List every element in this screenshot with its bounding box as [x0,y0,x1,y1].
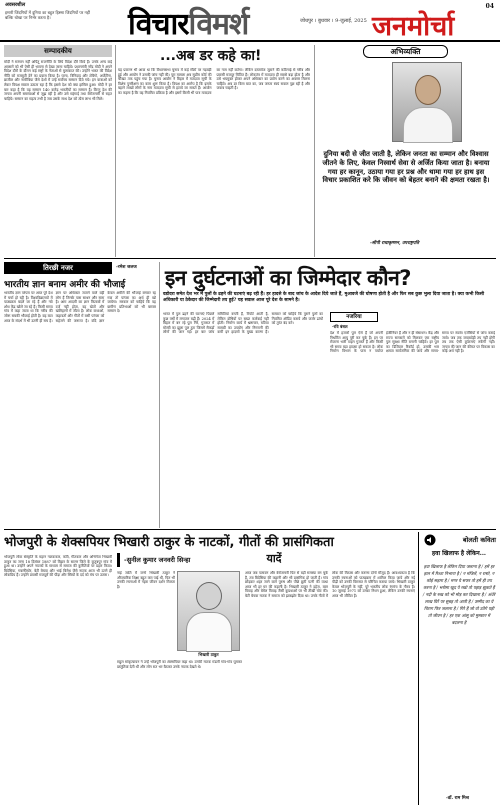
main-body-left: भारत में पुल ढहने की घटनाएं पिछले कुछ वर्षों में लगातार बढ़ी हैं। 2024 में बिहार में बन रहे पुल गिरे, गुजरात में मोरबी का झूला पुल टूटा जिसमें सैकड़ों लोगों की जान गई। हर बार जांच समितियां बनती हैं, रिपोर्ट आती है, लेकिन दोषियों पर सख्त कार्रवाई नहीं होती। निर्माण कार्य में भ्रष्टाचार, घटिया सामग्री का उपयोग और निगरानी की कमी इन हादसों के मुख्य कारण हैं। सरकार को चाहिये कि पुराने पुलों का नियमित ऑडिट कराये और जर्जर ढांचों को तुरंत बंद करे। [163,312,323,335]
photo-face [415,75,441,105]
kavita-title: हवा खिलाफ है लेकिन... [431,550,487,557]
bhojpuri-byline: -सुनील कुमार जनवरी सिन्हा [117,553,237,567]
column-divider [314,45,315,257]
column-divider [115,45,116,257]
section-title-part2: विमर्श [188,7,249,42]
abhivyakti-quote: दुनिया बदी से जीत जाती है, लेकिन जनता का सम्मान और विश्वास जीतने के लिए, केवल निस्वार्थ सेवा से अर्जित किया जाता है। बनाया गया हर कानून, उठाया गया हर प्रश्न और थामा गया हर हाथ इस विचार प्रकाशित करे कि जीवन को बेहतर बनाने की क्षमता रखता है। [322,150,490,185]
najariya-byline: -रवि बंसल [332,324,348,329]
section-title [128,2,248,43]
section-divider [4,258,496,259]
main-body-right: देश में हजारों पुल ऐसे हैं जो अपनी निर्धारित आयु पूरी कर चुके हैं। इन पर रोजाना भारी वाहन गुजरते हैं और किसी भी समय बड़ा हादसा हो सकता है। लोक निर्माण विभाग के पास न पर्याप्त इंजीनियर हैं और न ही संसाधन। केंद्र और राज्य सरकारों को मिलकर एक राष्ट्रीय पुल सुरक्षा नीति बनानी चाहिये। हर पुल का डिजिटल रिकॉर्ड हो, उसकी भार क्षमता सार्वजनिक की जाये और समय-समय पर स्वतंत्र एजेंसियों से जांच कराई जाये। जब तक जवाबदेही तय नहीं होगी तब तक ऐसी दुर्घटनाएं रुकेंगी नहीं। जनता की जान की कीमत पर विकास का कोई अर्थ नहीं है। [330,331,495,354]
top-article-headline: ...अब डर कहे का! [160,48,262,64]
editorial-body: मोदी ने सम्मान नहीं अपितु राजनीति के लिये विदेश दौरे किये हैं। उनके अन्य कई अवसरों को भी ऐसी ही भावना से देखा जाना चाहिये। प्रधानमंत्री नरेंद्र मोदी ने अपने विदेश दौरों के दौरान कई राष्ट्रों के नेताओं से मुलाकात की। उन्होंने भारत की विदेश नीति को मजबूती देने का प्रयास किया है। घाना, त्रिनिदाद और टोबैगो, अर्जेंटीना, ब्राजील और नामीबिया जैसे देशों में उन्हें सर्वोच्च सम्मान दिये गये। इन यात्राओं को लेकर विपक्ष सवाल उठाता रहा है कि इससे देश को क्या हासिल हुआ। मोदी ने हर बार कहा है कि यह सम्मान 140 करोड़ भारतीयों का सम्मान है। किन्तु देश की जनता अपनी समस्याओं से जूझ रही है और उसे महंगाई तथा बेरोजगारी से राहत चाहिये। सम्मान का महत्व तभी है जब उसके साथ देश को ठोस लाभ भी मिले। [4,60,112,101]
bhojpuri-headline: भोजपुरी के शेक्सपियर भिखारी ठाकुर के नाटकों, गीतों की प्रासंगिकता [4,535,334,550]
quote-attribution: -सीपी राधाकृष्णन, उपराष्ट्रपति [370,241,420,246]
photo-caption: भिखारी ठाकुर [198,652,219,657]
tirchhi-headline: भारतीय ज्ञान बनाम अमीर की भौजाई [4,280,126,290]
paper-name: अवसरशील [5,2,26,8]
main-deck: वडोदरा समेत देश भर में पुलों के ढहने की घटनाएं बढ़ रही हैं। हर हादसे के बाद जांच के आदेश दिये जाते हैं, मुआवजे की घोषणा होती है और फिर सब कुछ भुला दिया जाता है। क्या कभी किसी अधिकारी या ठेकेदार की जिम्मेदारी तय हुई? यह सवाल आज पूरे देश के सामने है। [163,292,485,303]
tirchhi-body: भारतीय ज्ञान परंपरा पर आज पूरे देश में चर्चा हो रही है। विश्वविद्यालयों में पाठ्यक्रम बदले जा रहे हैं और नये शोध केंद्र खोले जा रहे हैं। किसी समय गांव में कहा जाता था कि गरीब की जोरू सबकी भौजाई होती है। यह बात आज के संदर्भ में भी उतनी ही सच है। ज्ञान पर अधिकार जताने वाले वही लोग हैं जिनके पास साधन और सत्ता है। आम आदमी का ज्ञान किताबों में दर्ज नहीं होता, वह खेतों और खलिहानों में जीता है। लोक कथाओं, कहावतों और गीतों में बसी परंपरा को सहेजने की जरूरत है। यदि ज्ञान केवल अमीरों की भौजाई बनकर रह गया तो परंपरा का अर्थ ही खो जायेगा। सरकार को चाहिये कि वह ग्रामीण प्रतिभाओं को भी बराबर सम्मान दे। [4,291,156,323]
quote-author-photo [392,62,462,142]
bhojpuri-body-col3: राहुल सांकृत्यायन ने उन्हें भोजपुरी का शेक्सपियर कहा था। उनकी नाटक मंडली गांव-गांव घूमकर प्रस्तुतियां देती थी और लोग रात भर बैठकर उनके नाटक देखते थे। [117,660,242,669]
date-line: जोधपुर । बुधवार । 9-जुलाई, 2025 [300,18,367,24]
yaadein-label: यादें [266,552,282,565]
bhikhari-thakur-photo [177,571,240,651]
page-number: 04 [485,3,494,10]
kavita-body: हवा खिलाफ है लेकिन दिया जलाना है / हमें हर हाल में रिश्ता निभाना है / न मंजिलें, न रास्ते, न कोई सहारा है / मगर ये सफर तो हमें ही तय करना है / भरोसा खुद पे रखो तो पहाड़ झुकते हैं / नदी के रुख को भी मोड़ कर दिखाना है / अंधेरे लाख घिरें पर सुबह तो आती है / उम्मीद का ये चिराग फिर जलाना है / गिरे हैं जो वो उठेंगे यही तो जीवन है / हर एक आंसू को मुस्कान में बदलना है [422,564,496,625]
najariya-label: नजरिया [330,312,378,322]
kavita-label: बोलती कविता [462,536,496,544]
masthead-tagline: हमारी जिंदगियों में दुनिया का बहुत हिस्सा जिंदगियों पर नहीं बल्कि धोखा पर निर्भर करता है। [5,10,90,20]
main-headline: इन दुर्घटनाओं का जिम्मेदार कौन? [165,266,411,290]
bhojpuri-body-col4: आज जब पलायन और बेरोजगारी फिर से बड़ी समस्या बन चुके हैं, तब बिदेसिया की कहानी और भी प्रासंगिक हो जाती है। गांव छोड़कर शहर जाने वाले पुरुष और पीछे छूटी पत्नी की व्यथा आज भी हर घर की कहानी है। भिखारी ठाकुर ने दहेज, बाल विवाह और बेमेल विवाह जैसी कुप्रथाओं पर भी तीखी चोट की। बेटी बेचवा नाटक ने समाज को झकझोर दिया था। उनके गीतों में लोक की मिठास और करुणा दोनों मौजूद हैं। आवश्यकता है कि उनकी रचनाओं को पाठ्यक्रम में शामिल किया जाये और नई पीढ़ी को उनकी विरासत से परिचित कराया जाये। भिखारी ठाकुर केवल भोजपुरी के नहीं, पूरे भारतीय लोक रंगमंच के गौरव हैं। 10 जुलाई 1971 को उनका निधन हुआ, लेकिन उनकी रचनाएं आज भी जीवित हैं। [245,571,415,598]
tirchhi-byline: -रमेश जलज [116,265,137,270]
photo-shirt [403,107,453,143]
masthead [0,0,500,42]
kavita-byline: -डॉ. राम मिश्र [446,796,469,801]
brand-logo: जनमोर्चा [372,11,455,42]
abhivyakti-label: अभिव्यक्ति [363,45,448,58]
column-divider [159,262,160,528]
bhojpuri-body-col1: भोजपुरी लोक संस्कृति के महान नाटककार, कवि, गीतकार और अभिनेता भिखारी ठाकुर का जन्म 18 दिसंबर 1887 को बिहार के सारण जिले के कुतुबपुर गांव में हुआ था। उन्होंने अपने नाटकों के माध्यम से समाज की कुरीतियों पर प्रहार किया। बिदेसिया, गबरघिचोर, बेटी बेचवा और भाई बिरोध जैसे नाटक आज भी उतने ही लोकप्रिय हैं। उन्होंने प्रवासी मजदूरों की पीड़ा और स्त्रियों के दर्द को मंच पर उतारा। [4,555,112,578]
tirchhi-nazar-label: तिरछी नजर [4,262,112,274]
editorial-label: सम्पादकीय [4,45,112,57]
top-article-body: यह प्रकरण भी आया था कि विधानसभा चुनाव में कई सीटों पर गड़बड़ी हुई और आयोग ने उसकी जांच नहीं की। पूरा मामला अब सुप्रीम कोर्ट की चौखट तक पहुंच गया है। चुनाव आयोग ने बिहार में मतदाता सूची के विशेष पुनरीक्षण का काम शुरू किया है। विपक्ष का आरोप है कि इसके बहाने लाखों लोगों के नाम मतदाता सूची से हटाये जा सकते हैं। आयोग का कहना है कि यह नियमित प्रक्रिया है और इसमें किसी भी पात्र मतदाता का नाम नहीं कटेगा। लेकिन दस्तावेज जुटाने की कठिनाई से गरीब और प्रवासी मजदूर चिंतित हैं। लोकतंत्र में मतदाता ही सबसे बड़ा होता है और उसे भयमुक्त होकर अपने अधिकार का प्रयोग करने का अवसर मिलना चाहिये। अब डर किस बात का, जब जनता स्वयं सवाल पूछ रही है और जवाब चाहती है। [118,68,310,95]
section-title-part1: विचार [128,7,189,42]
bhojpuri-body-col2: नाई जाति में जन्मे भिखारी ठाकुर ने औपचारिक शिक्षा बहुत कम पाई थी, फिर भी उनकी रचनाओं में गहरा जीवन दर्शन मिलता है। [117,571,175,589]
photo-cloth [186,612,232,652]
section-divider [4,529,496,530]
photo-face [196,582,222,610]
